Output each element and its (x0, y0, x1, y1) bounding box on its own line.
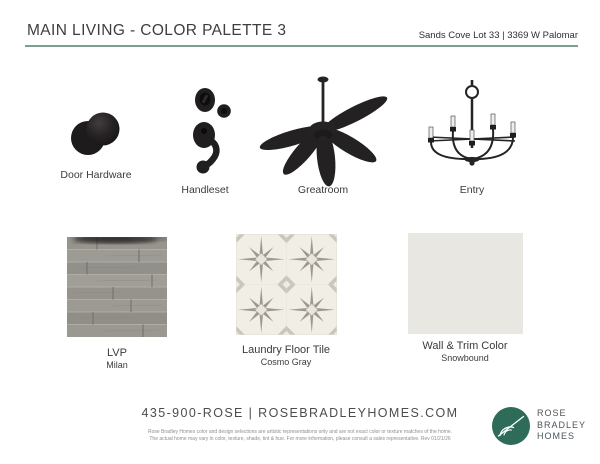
page-title: MAIN LIVING - COLOR PALETTE 3 (27, 22, 287, 39)
wood-flooring-swatch (67, 237, 167, 337)
project-address: Sands Cove Lot 33 | 3369 W Palomar (418, 30, 578, 41)
logo-line-1: ROSE (537, 408, 567, 418)
rose-bradley-logo-icon (492, 407, 530, 445)
wall-label: Wall & Trim Color (422, 340, 508, 352)
paint-swatch (408, 233, 523, 334)
tile-sublabel: Cosmo Gray (260, 357, 312, 367)
wall-sublabel: Snowbound (441, 353, 489, 363)
handleset-label: Handleset (181, 184, 229, 196)
logo-wordmark (537, 408, 586, 443)
lvp-label: LVP (107, 347, 127, 359)
wall-caption (390, 340, 540, 363)
logo-line-3: HOMES (537, 431, 576, 441)
chandelier-icon (417, 80, 527, 180)
contact-line: 435-900-ROSE | ROSEBRADLEYHOMES.COM (141, 406, 459, 420)
lvp-caption (67, 347, 167, 370)
disclaimer-line-1: Rose Bradley Homes color and design selections are artistic representations only and are not exact color or texture matches of the home. (147, 429, 453, 435)
ceiling-fan-icon (258, 76, 388, 188)
tile-label: Laundry Floor Tile (241, 344, 331, 356)
header-divider (25, 45, 578, 47)
logo-line-2: BRADLEY (537, 419, 587, 430)
disclaimer-line-2: The actual home may vary in color, texture, shade, tint & hue. For more information, please consult a sales representative. Rev 01/21/26 (149, 436, 451, 442)
greatroom-label: Greatroom (297, 184, 349, 196)
tile-caption (211, 344, 361, 367)
door-knob-icon (62, 103, 132, 163)
handleset-icon (178, 86, 234, 174)
patterned-tile-swatch (236, 234, 337, 335)
door-hardware-label: Door Hardware (60, 169, 132, 181)
entry-label: Entry (459, 184, 485, 196)
lvp-sublabel: Milan (106, 360, 128, 370)
